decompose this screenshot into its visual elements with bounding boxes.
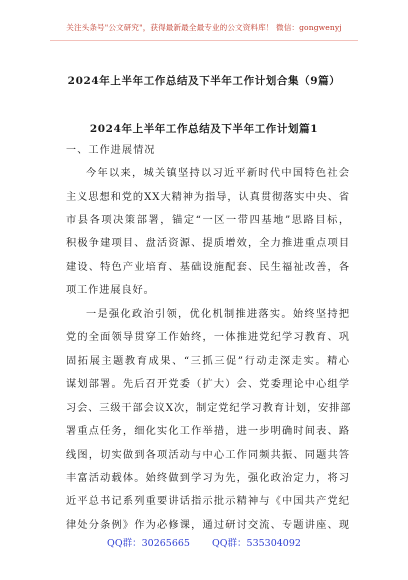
paragraph-line: 律处分条例》作为必修课，通过研讨交流、专题讲座、现 xyxy=(66,520,350,531)
paragraph-line: 近平总书记系列重要讲话指示批示精神与《中国共产党纪 xyxy=(66,496,350,507)
paragraph-line: 署重点任务，细化实化工作举措，进一步明确时间表、路 xyxy=(66,426,350,437)
footer-contact xyxy=(0,535,408,549)
paragraph-line: 线图，切实做到各项活动与中心工作同频共振、同题共答 xyxy=(66,450,350,461)
paragraph-line: 谋划部署。先后召开党委（扩大）会、党委理论中心组学 xyxy=(66,379,350,390)
paragraph-line: 一是强化政治引领，优化机制推进落实。始终坚持把 xyxy=(86,309,350,320)
paragraph-line: 项工作进展良好。 xyxy=(66,285,155,296)
paragraph-line: 建设、特色产业培育、基础设施配套、民生福祉改善，各 xyxy=(66,262,350,273)
header-divider xyxy=(50,40,358,41)
paragraph-line: 固拓展主题教育成果、“三抓三促”行动走深走实。精心 xyxy=(66,356,350,367)
header-banner: 关注头条号"公文研究"，获得最新最全最专业的公文资料库！ 微信：gongwenyj xyxy=(66,23,342,32)
paragraph-line: 市县各项决策部署，锚定“一区一带四基地”思路目标， xyxy=(66,215,350,226)
document-title: 2024年上半年工作总结及下半年工作计划合集（9篇） xyxy=(67,75,341,87)
section-heading: 一、工作进展情况 xyxy=(66,145,156,156)
paragraph-line: 习会、三级干部会议X次，制定党纪学习教育计划，安排部 xyxy=(66,403,352,414)
article-title: 2024年上半年工作总结及下半年工作计划篇1 xyxy=(89,123,319,135)
paragraph-line: 今年以来，城关镇坚持以习近平新时代中国特色社会 xyxy=(86,168,350,179)
paragraph-line: 积极争建项目、盘活资源、提质增效，全力推进重点项目 xyxy=(66,238,350,249)
qq-group-2: QQ群：535304092 xyxy=(211,538,301,549)
qq-group-1: QQ群：30265665 xyxy=(107,538,190,549)
paragraph-line: 党的全面领导贯穿工作始终，一体推进党纪学习教育、巩 xyxy=(66,332,350,343)
paragraph-line: 主义思想和党的XX大精神为指导，认真贯彻落实中央、省 xyxy=(66,192,350,203)
paragraph-line: 丰富活动载体。始终做到学习为先，强化政治定力，将习 xyxy=(66,473,350,484)
